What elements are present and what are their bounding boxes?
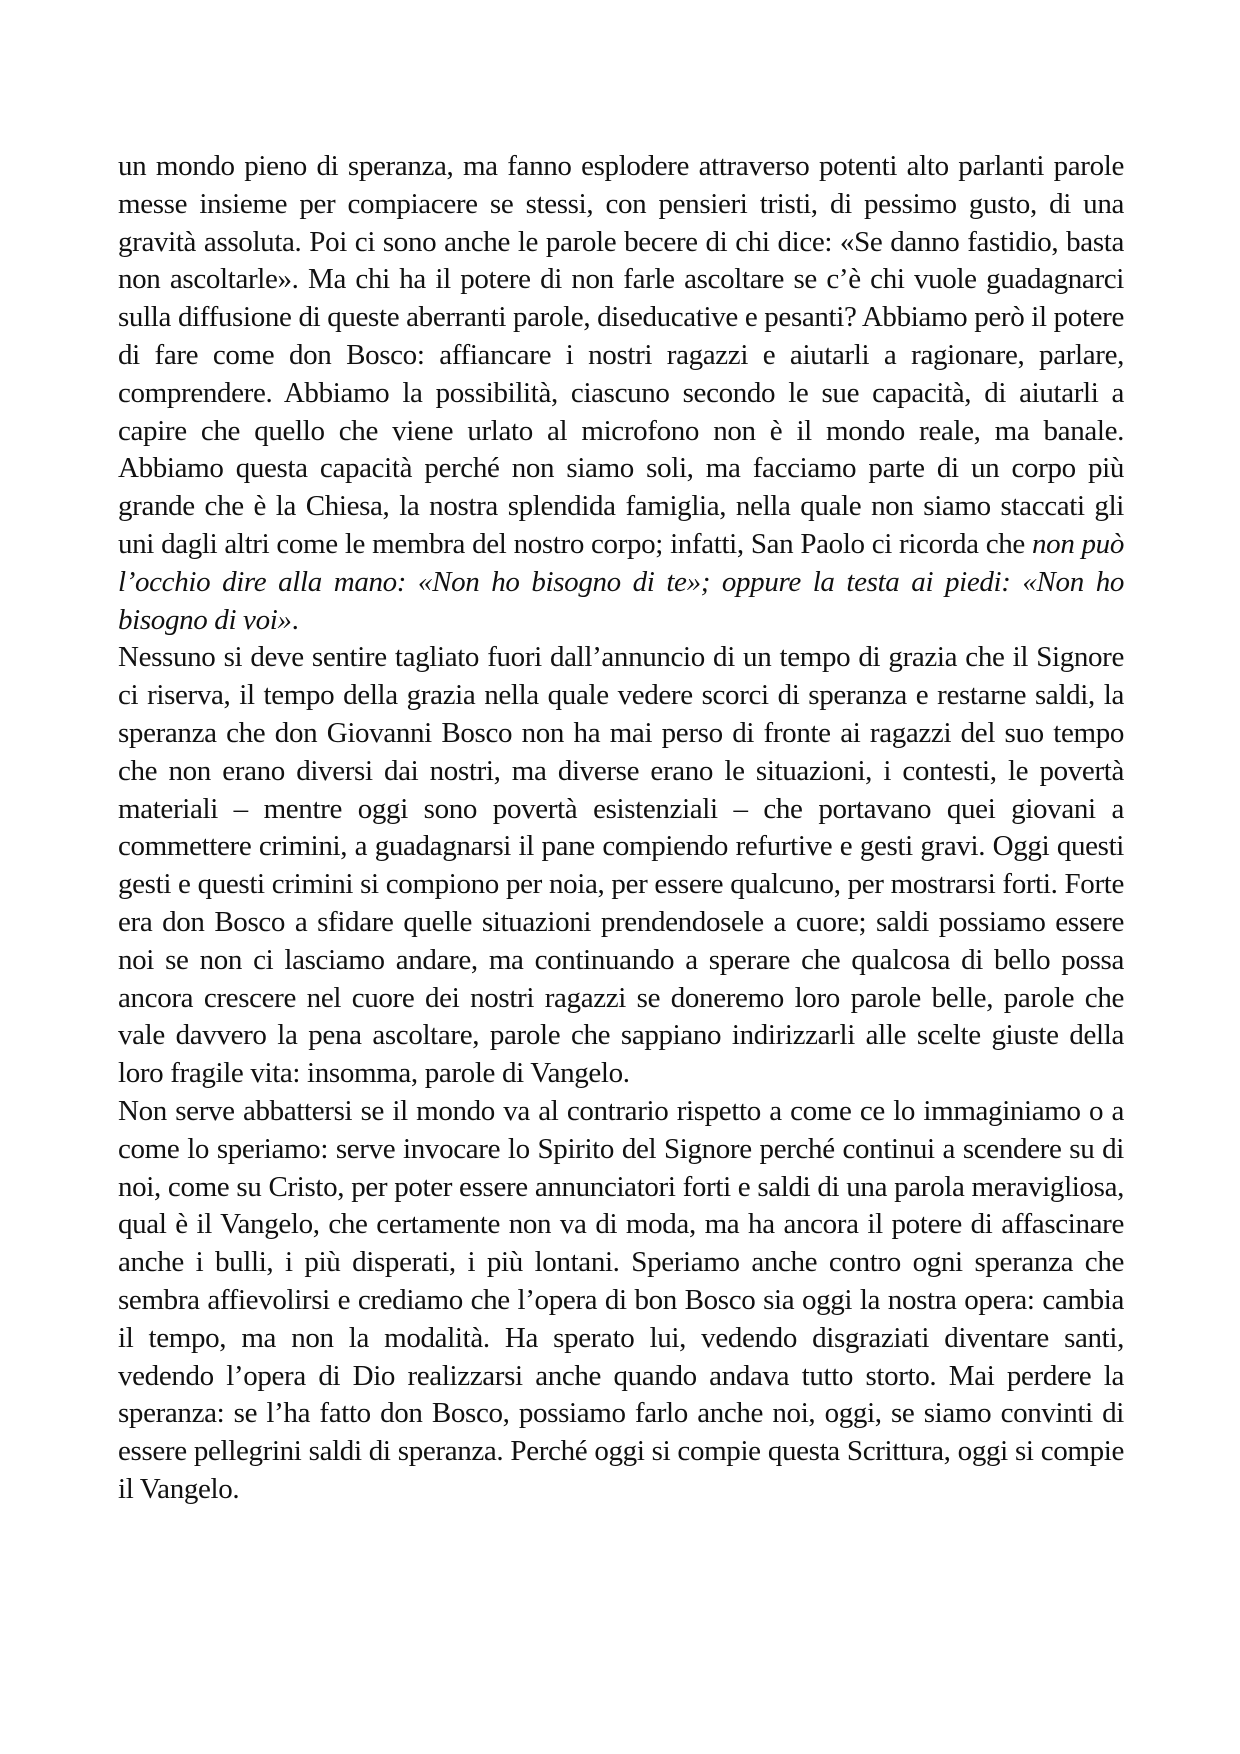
paragraph-1	[118, 148, 1124, 639]
paragraph-1-end: .	[291, 603, 299, 636]
paragraph-1-quote-italic: non può l’occhio dire alla mano: «Non ho bisogno di te»; oppure la testa ai piedi: «Non ho bisogno di voi»	[118, 527, 1124, 636]
document-page	[118, 148, 1124, 1509]
paragraph-1-text: un mondo pieno di speranza, ma fanno esplodere attraverso potenti alto parlanti parole messe insieme per compiacere se stessi, con pensieri tristi, di pessimo gusto, di una gravità assoluta. Poi ci sono anche le parole becere di chi dice: «Se danno fastidio, basta non ascoltarle». Ma chi ha il potere di non farle ascoltare se c’è chi vuole guadagnarci sulla diffusione di queste aberranti parole, diseducative e pesanti? Abbiamo però il potere di fare come don Bosco: affiancare i nostri ragazzi e aiutarli a ragionare, parlare, comprendere. Abbiamo la possibilità, ciascuno secondo le sue capacità, di aiutarli a capire che quello che viene urlato al microfono non è il mondo reale, ma banale. Abbiamo questa capacità perché non siamo soli, ma facciamo parte di un corpo più grande che è la Chiesa, la nostra splendida famiglia, nella quale non siamo staccati gli uni dagli altri come le membra del nostro corpo; infatti, San Paolo ci ricorda che	[118, 150, 1124, 560]
paragraph-2-text: Nessuno si deve sentire tagliato fuori dall’annuncio di un tempo di grazia che il Signore ci riserva, il tempo della grazia nella quale vedere scorci di speranza e restarne saldi, la speranza che don Giovanni Bosco non ha mai perso di fronte ai ragazzi del suo tempo che non erano diversi dai nostri, ma diverse erano le situazioni, i contesti, le povertà materiali – mentre oggi sono povertà esistenziali – che portavano quei giovani a commettere crimini, a guadagnarsi il pane compiendo refurtive e gesti gravi. Oggi questi gesti e questi crimini si compiono per noia, per essere qualcuno, per mostrarsi forti. Forte era don Bosco a sfidare quelle situazioni prendendosele a cuore; saldi possiamo essere noi se non ci lasciamo andare, ma continuando a sperare che qualcosa di bello possa ancora crescere nel cuore dei nostri ragazzi se doneremo loro parole belle, parole che vale davvero la pena ascoltare, parole che sappiano indirizzarli alle scelte giuste della loro fragile vita: insomma, parole di Vangelo.	[118, 641, 1124, 1090]
paragraph-3-text: Non serve abbattersi se il mondo va al contrario rispetto a come ce lo immaginiamo o a come lo speriamo: serve invocare lo Spirito del Signore perché continui a scendere su di noi, come su Cristo, per poter essere annunciatori forti e saldi di una parola meravigliosa, qual è il Vangelo, che certamente non va di moda, ma ha ancora il potere di affascinare anche i bulli, i più disperati, i più lontani. Speriamo anche contro ogni speranza che sembra affievolirsi e crediamo che l’opera di bon Bosco sia oggi la nostra opera: cambia il tempo, ma non la modalità. Ha sperato lui, vedendo disgraziati diventare santi, vedendo l’opera di Dio realizzarsi anche quando andava tutto storto. Mai perdere la speranza: se l’ha fatto don Bosco, possiamo farlo anche noi, oggi, se siamo convinti di essere pellegrini saldi di speranza. Perché oggi si compie questa Scrittura, oggi si compie il Vangelo.	[118, 1094, 1124, 1505]
paragraph-2	[118, 639, 1124, 1093]
paragraph-3	[118, 1093, 1124, 1509]
